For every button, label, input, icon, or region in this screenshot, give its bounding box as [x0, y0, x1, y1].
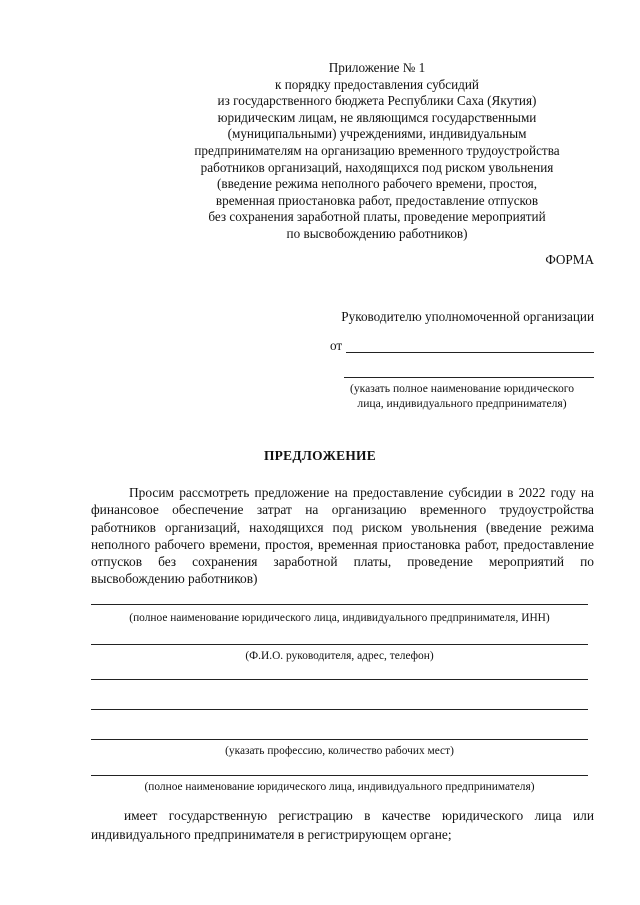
from-hint-line: (указать полное наименование юридического [350, 382, 574, 395]
annex-line: предпринимателям на организацию временного трудоустройства [194, 142, 560, 158]
caption-org: (полное наименование юридического лица, индивидуального предпринимателя) [144, 781, 535, 793]
annex-line: из государственного бюджета Республики Саха (Якутия) [217, 93, 537, 109]
fill-line-head[interactable] [91, 644, 588, 645]
form-label: ФОРМА [545, 252, 594, 267]
annex-line: работников организаций, находящихся под риском увольнения [200, 159, 554, 175]
annex-line: временная приостановка работ, предоставление отпусков [215, 192, 539, 208]
caption-head: (Ф.И.О. руководителя, адрес, телефон) [245, 650, 434, 662]
annex-line: по высвобождению работников) [286, 225, 468, 241]
from-hint-line: лица, индивидуального предпринимателя) [357, 397, 567, 410]
caption-profession: (указать профессию, количество рабочих мест) [225, 745, 454, 757]
from-fill-line[interactable] [346, 352, 594, 353]
from-hint [330, 381, 594, 411]
proposal-text: Просим рассмотреть предложение на предоставление субсидии в 2022 году на финансовое обеспечение затрат на организацию временного трудоустройства работников организаций, находящихся под риском увольнения (введение режима неполного рабочего времени, простоя, временная приостановка работ, предоставление отпусков без сохранения заработной платы, проведение мероприятий по высвобождению работников) [91, 485, 594, 587]
annex-line: к порядку предоставления субсидий [275, 76, 479, 92]
annex-line: без сохранения заработной платы, проведение мероприятий [208, 209, 546, 225]
annex-line: (введение режима неполного рабочего времени, простоя, [216, 176, 538, 192]
fill-line-org[interactable] [91, 775, 588, 776]
caption-org-inn: (полное наименование юридического лица, индивидуального предпринимателя, ИНН) [129, 612, 550, 624]
addressee-from-row [330, 338, 594, 356]
document-title: ПРЕДЛОЖЕНИЕ [263, 448, 377, 463]
from-fill-line-2[interactable] [344, 377, 594, 378]
fill-line-extra-2[interactable] [91, 709, 588, 710]
annex-line: юридическим лицам, не являющимся государственными [217, 109, 537, 125]
annex-header [160, 60, 594, 243]
annex-line: Приложение № 1 [328, 60, 426, 75]
fill-line-profession[interactable] [91, 739, 588, 740]
fill-line-org-inn[interactable] [91, 604, 588, 605]
from-label: от [330, 338, 343, 353]
registration-text: имеет государственную регистрацию в качестве юридического лица или индивидуального предпринимателя в регистрирующем органе; [91, 808, 594, 842]
addressee-to: Руководителю уполномоченной организации [341, 309, 594, 324]
fill-line-extra-1[interactable] [91, 679, 588, 680]
annex-line: (муниципальными) учреждениями, индивидуальным [227, 126, 527, 142]
